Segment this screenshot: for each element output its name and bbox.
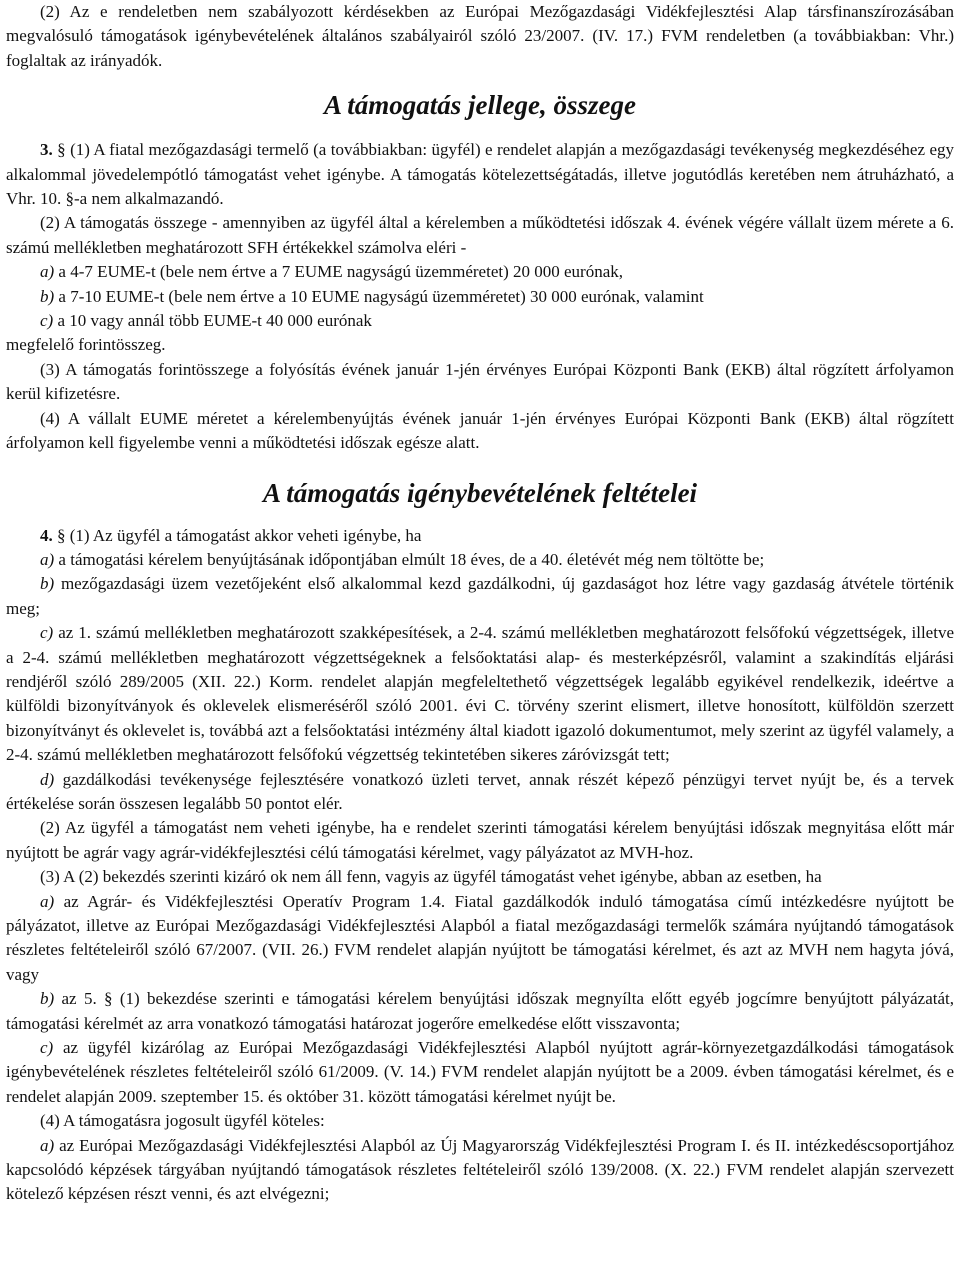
- item-b-text: a 7-10 EUME-t (bele nem értve a 10 EUME nagyságú üzemméretet) 30 000 eurónak, valamint: [54, 286, 704, 306]
- section-3-number: 3.: [40, 140, 53, 160]
- intro-text: (2) Az e rendeletben nem szabályozott kérdésekben az Európai Mezőgazdasági Vidékfejlesztési Alap társfinanszírozásában megvalósuló támogatások igénybevételének általános szabályairól szóló 23/2007. (IV. 17.) FVM rendeletben (a továbbiakban: Vhr.) foglaltak az irányadók.: [6, 2, 954, 70]
- item-d-text: gazdálkodási tevékenysége fejlesztésére vonatkozó üzleti tervet, annak részét képező pénzügyi tervet nyújt be, és a tervek értékelése során összesen legalább 50 pontot elér.: [6, 769, 954, 813]
- item-marker-b: b): [40, 989, 55, 1009]
- item-a-text: a 4-7 EUME-t (bele nem értve a 7 EUME nagyságú üzemméretet) 20 000 eurónak,: [54, 262, 623, 282]
- section-3-paragraph-1: [6, 138, 954, 211]
- item-marker-c: c): [40, 623, 54, 643]
- item-marker-d: d): [40, 769, 55, 789]
- section-3-p1-text: § (1) A fiatal mezőgazdasági termelő (a továbbiakban: ügyfél) e rendelet alapján a mezőgazdasági tevékenység megkezdéséhez egy alkalommal jövedelempótló támogatást vehet igénybe. A támogatás kötelezettségátadás, illetve jogutódlás keretében nem átruházható, a Vhr. 10. §-a nem alkalmazandó.: [6, 140, 954, 209]
- section-4-item-d: [6, 768, 954, 817]
- item-marker-c: c): [40, 1038, 54, 1058]
- section-3-item-a: [6, 260, 954, 284]
- item-marker-a: a): [40, 1135, 55, 1155]
- section-3-paragraph-2-end: megfelelő forintösszeg.: [6, 335, 166, 355]
- item-a-text: az Európai Mezőgazdasági Vidékfejlesztési Alapból az Új Magyarország Vidékfejlesztési Program I. és II. intézkedéscsoportjához kapcsolódó képzések tárgyában nyújtandó támogatások részletes feltételeiről szóló 139/2008. (X. 22.) FVM rendelet alapján szervezett kötelező képzésen részt venni, és azt elvégezni;: [6, 1135, 954, 1204]
- section-4-p1-text: § (1) Az ügyfél a támogatást akkor veheti igénybe, ha: [52, 525, 422, 545]
- section-4-item-a: [6, 548, 954, 572]
- section-4-paragraph-1: [6, 524, 954, 548]
- section-3-paragraph-4: (4) A vállalt EUME méretet a kérelembenyújtás évének január 1-jén érvényes Európai Központi Bank (EKB) által rögzített árfolyamon kell figyelembe venni a működtetési időszak egésze alatt.: [6, 408, 954, 453]
- section-4-p3-item-c: [6, 1036, 954, 1109]
- item-marker-a: a): [40, 549, 55, 569]
- item-marker-b: b): [40, 574, 55, 594]
- section-4-item-c: [6, 621, 954, 767]
- section-4-paragraph-2: (2) Az ügyfél a támogatást nem veheti igénybe, ha e rendelet szerinti támogatási kérelem benyújtási időszak megnyitása előtt már nyújtott be agrár vagy agrár-vidékfejlesztési célú támogatási kérelmet, vagy pályázatot az MVH-hoz.: [6, 818, 954, 862]
- item-marker-b: b): [40, 286, 55, 306]
- item-c-text: a 10 vagy annál több EUME-t 40 000 eurónak: [53, 311, 372, 331]
- intro-paragraph: [6, 0, 954, 73]
- item-a-text: az Agrár- és Vidékfejlesztési Operatív Program 1.4. Fiatal gazdálkodók induló támogatása című intézkedésre nyújtott be pályázatot, illetve az Európai Mezőgazdasági Vidékfejlesztési Alapból a fiatal mezőgazdasági termelők számára nyújtandó támogatások részletes feltételeiről szóló 67/2007. (VII. 26.) FVM rendelet alapján nyújtott be támogatási kérelmet, és azt az MVH nem hagyta jóvá, vagy: [6, 891, 954, 984]
- heading-support-conditions: A támogatás igénybevételének feltételei: [262, 477, 698, 508]
- section-4-p3-item-a: [6, 890, 954, 988]
- item-c-text: az ügyfél kizárólag az Európai Mezőgazdasági Vidékfejlesztési Alapból nyújtott agrár-környezetgazdálkodási támogatások igénybevételének részletes feltételeiről szóló 61/2009. (V. 14.) FVM rendelet alapján nyújtott be a 2009. évben támogatási kérelmet, és e rendelet alapján 2009. szeptember 15. és október 31. között támogatási kérelmet nyújt be.: [6, 1038, 954, 1106]
- section-3-paragraph-2: (2) A támogatás összege - amennyiben az ügyfél által a kérelemben a működtetési időszak 4. évének végére vállalt üzem mérete a 6. számú mellékletben meghatározott SFH értékekkel számolva eléri -: [6, 213, 954, 257]
- item-marker-a: a): [40, 891, 55, 911]
- item-b-text: az 5. § (1) bekezdése szerinti e támogatási kérelem benyújtási időszak megnyílta előtt egyéb jogcímre benyújtott pályázatát, támogatási kérelmét az arra vonatkozó támogatási határozat jogerőre emelkedése előtt visszavonta;: [6, 989, 954, 1033]
- section-3-item-b: [6, 285, 954, 309]
- section-4-p4-item-a: [6, 1134, 954, 1207]
- item-marker-a: a): [40, 262, 55, 282]
- section-4-paragraph-3: (3) A (2) bekezdés szerinti kizáró ok nem áll fenn, vagyis az ügyfél támogatást vehet igénybe, abban az esetben, ha: [40, 867, 822, 887]
- item-c-text: az 1. számú mellékletben meghatározott szakképesítések, a 2-4. számú mellékletben meghatározott felsőfokú végzettségek, illetve a 2-4. számú mellékletben meghatározott végzettségeknek a felsőoktatási alap- és mesterképzésről, valamint a szakindítás eljárási rendjéről szóló 289/2005 (XII. 22.) Korm. rendelet alapján megfeleltethető végzettségek legalább egyikével rendelkezik, ideértve a külföldi bizonyítványok és oklevelek elismeréséről szóló 2001. évi C. törvény szerint elismert, illetve honosított, külföldön szerzett bizonyítványt és oklevelet is, továbbá azt a felsőoktatási intézmény által kiadott igazoló dokumentumot, mely szerint az ügyfél valamely, a 2-4. számú mellékletben meghatározott felsőfokú végzettség tekintetében sikeres záróvizsgát tett;: [6, 623, 954, 765]
- section-4-paragraph-4: (4) A támogatásra jogosult ügyfél köteles:: [40, 1111, 325, 1131]
- item-marker-c: c): [40, 311, 54, 331]
- section-3-paragraph-3: (3) A támogatás forintösszege a folyósítás évének január 1-jén érvényes Európai Központi Bank (EKB) által rögzített árfolyamon kerül kifizetésre.: [6, 359, 954, 404]
- item-a-text: a támogatási kérelem benyújtásának időpontjában elmúlt 18 éves, de a 40. életévét még nem töltötte be;: [54, 549, 765, 569]
- heading-support-nature: A támogatás jellege, összege: [324, 90, 636, 121]
- section-4-item-b: [6, 572, 954, 621]
- section-4-number: 4.: [40, 525, 53, 545]
- section-3-item-c: [6, 309, 954, 333]
- item-b-text: mezőgazdasági üzem vezetőjeként első alkalommal kezd gazdálkodni, új gazdaságot hoz létre vagy gazdaság átvétele történik meg;: [6, 574, 954, 618]
- section-4-p3-item-b: [6, 987, 954, 1036]
